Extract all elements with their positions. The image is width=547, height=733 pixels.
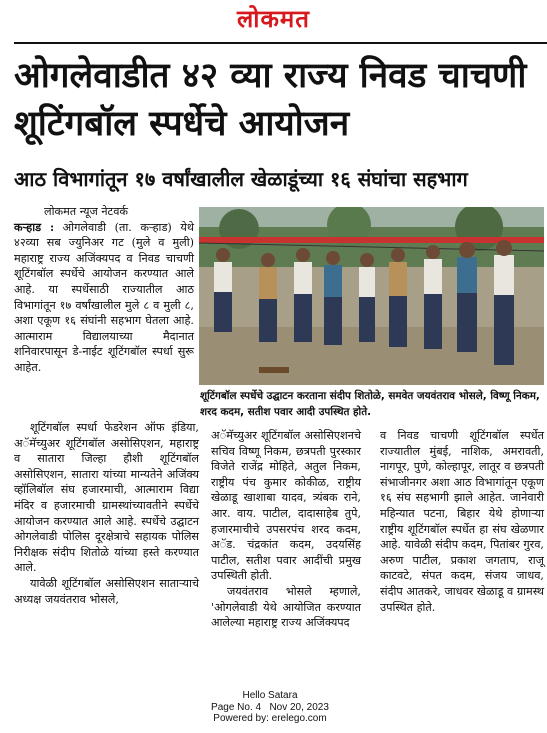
column-2 — [211, 428, 361, 631]
column-1-lead — [14, 204, 194, 376]
lead-paragraph — [14, 220, 194, 376]
subheadline: आठ विभागांतून १७ वर्षांखालील खेळाडूंच्या १६ संघांचा सहभाग — [14, 167, 468, 191]
page-footer — [180, 690, 360, 725]
lead-text: ओगलेवाडी (ता. कऱ्हाड) येथे ४२व्या सब ज्युनिअर गट (मुले व मुली) महाराष्ट्र राज्य अजिंक्यपद व निवड चाचणी शूटिंगबॉल स्पर्धेचे आयोजन करण्यात आले आहे. या स्पर्धेसाठी राज्यातील आठ विभागांतून १७ वर्षांखालील मुले ८ व मुली ८, अशा एकूण १६ संघांनी सहभाग घेतला आहे. आत्माराम विद्यालयाच्या मैदानात शनिवारपासून डे-नाईट शूटिंगबॉल स्पर्धा सुरू आहेत. — [14, 220, 194, 374]
footer-edition: Hello Satara — [242, 690, 298, 701]
news-photo-illustration — [199, 207, 544, 385]
column-1-body — [14, 420, 199, 607]
column-3-paragraph: व निवड चाचणी शूटिंगबॉल स्पर्धेत राज्यातील मुंबई, नाशिक, अमरावती, नागपूर, पुणे, कोल्हापूर, लातूर व छत्रपती संभाजीनगर अशा आठ विभागांतून एकूण १६ संघ सहभागी झाले आहेत. जानेवारी महिन्यात पटना, बिहार येथे होणाऱ्या राष्ट्रीय शूटिंगबॉल स्पर्धेत हा संघ खेळणार आहे. यावेळी संदीप कदम, पितांबर गुरव, अरुण पाटील, प्रकाश जगताप, राजू काटवटे, संपत कदम, संजय जाधव, संदीप आतकरे, जाधवर खेळाडू व ग्रामस्थ उपस्थित होते. — [380, 429, 544, 614]
column-3 — [380, 428, 544, 615]
footer-page-line — [180, 702, 360, 714]
paragraph-2: शूटिंगबॉल स्पर्धा फेडरेशन ऑफ इंडिया, अॅमॅच्युअर शूटिंगबॉल असोसिएशन, महाराष्ट्र व सातारा जिल्हा हौशी शूटिंगबॉल असोसिएशन, सातारा यांच्या मान्यतेने अजिंक्य व्हॉलिबॉल संघ हजारमाची, आत्माराम विद्या मंदिर व हजारमाची ग्रामस्थांच्यावतीने स्पर्धेचे आयोजन करण्यात आले आहे. स्पर्धेचे उद्घाटन ओगलेवाडी पोलिस दूरक्षेत्राचे सहायक पोलिस निरीक्षक संदीप शितोळे यांच्या हस्ते करण्यात आले. — [14, 421, 199, 575]
byline: लोकमत न्यूज नेटवर्क — [44, 205, 129, 218]
footer-date: Nov 20, 2023 — [269, 701, 329, 713]
photo-caption: शूटिंगबॉल स्पर्धेचे उद्घाटन करताना संदीप शितोळे, समवेत जयवंतराव भोसले, विष्णू निकम, शरद कदम, सतीश पवार आदी उपस्थित होते. — [200, 390, 540, 418]
footer-powered-by: Powered by: erelego.com — [213, 713, 327, 724]
dateline: कऱ्हाड : — [14, 219, 55, 234]
paragraph-3: यावेळी शूटिंगबॉल असोसिएशन साताऱ्याचे अध्यक्ष जयवंतराव भोसले, — [14, 576, 199, 606]
news-photo — [199, 207, 544, 385]
masthead-rule — [14, 42, 547, 44]
headline: ओगलेवाडीत ४२ व्या राज्य निवड चाचणी शूटिंगबॉल स्पर्धेचे आयोजन — [14, 56, 527, 144]
column-2-paragraph-2: जयवंतराव भोसले म्हणाले, 'ओगलेवाडी येथे आयोजित करण्यात आलेल्या महाराष्ट्र राज्य अजिंक्यपद — [211, 584, 361, 630]
masthead — [0, 4, 547, 42]
footer-page: Page No. 4 — [211, 701, 262, 713]
lokmat-logo: लोकमत — [237, 5, 310, 33]
column-2-paragraph-1: अॅमॅच्युअर शूटिंगबॉल असोसिएशनचे सचिव विष्णू निकम, छत्रपती पुरस्कार विजेते राजेंद्र मोहिते, अतुल निकम, राष्ट्रीय पंच कुमार कोकीळ, राष्ट्रीय खेळाडू खाशाबा यादव, त्र्यंबक राने, आर. वाय. पाटील, दादासाहेब तुपे, हजारमाचीचे उपसरपंच शरद कदम, अॅड. चंद्रकांत कदम, उदयसिंह पाटील, सतीश पवार आदींची प्रमुख उपस्थिती होती. — [211, 429, 361, 583]
